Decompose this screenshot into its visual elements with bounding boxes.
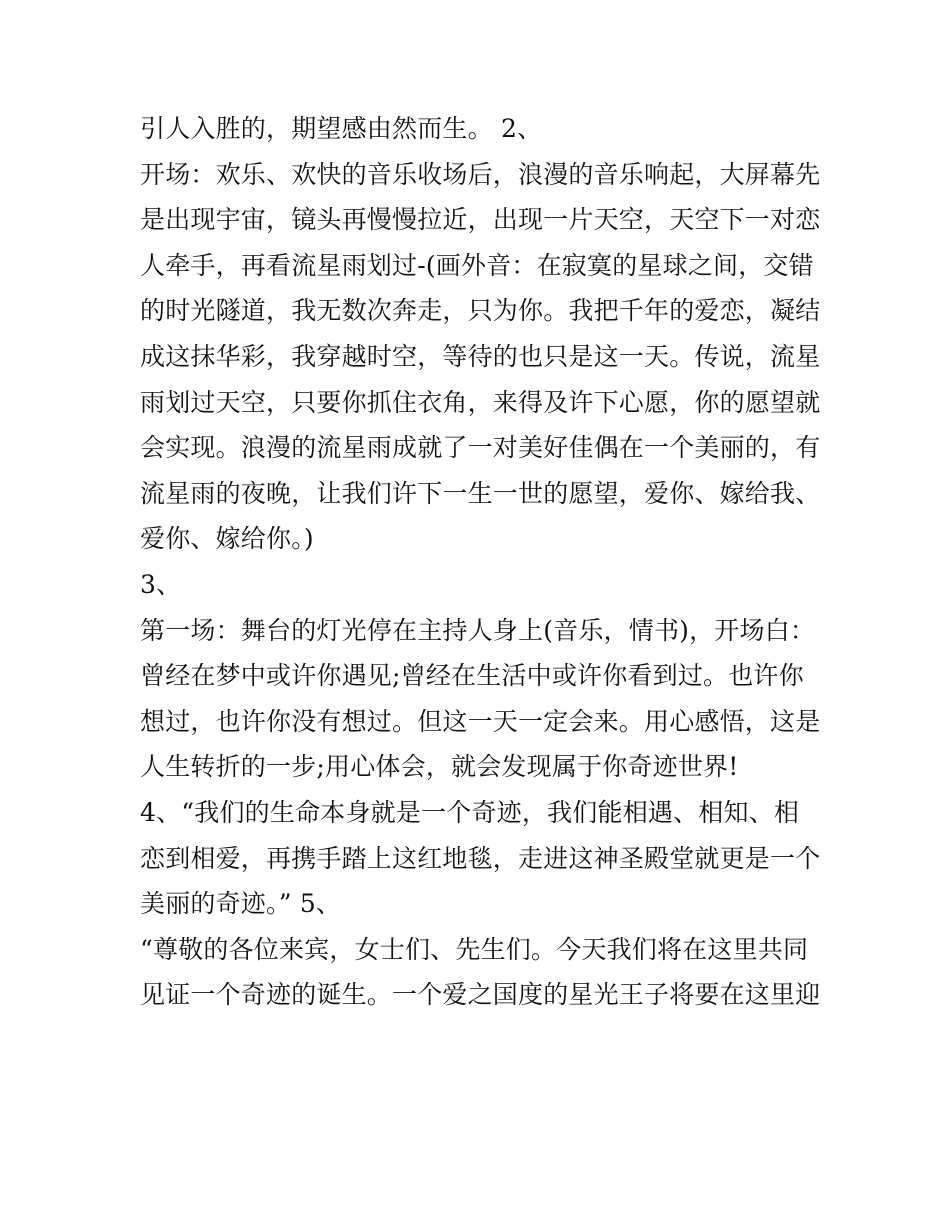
text-line: 3、 xyxy=(140,569,182,599)
text-line: 是出现宇宙，镜头再慢慢拉近，出现一片天空，天空下一对恋 xyxy=(140,205,821,235)
document-body xyxy=(140,106,820,1018)
text-line: 人生转折的一步;用心体会，就会发现属于你奇迹世界! xyxy=(140,752,739,782)
text-line: 成这抹华彩，我穿越时空，等待的也只是这一天。传说，流星 xyxy=(140,341,821,371)
text-line: 恋到相爱，再携手踏上这红地毯，走进这神圣殿堂就更是一个 xyxy=(140,843,821,873)
text-line: 的时光隧道，我无数次奔走，只为你。我把千年的爱恋，凝结 xyxy=(140,296,821,326)
text-line: 开场：欢乐、欢快的音乐收场后，浪漫的音乐响起，大屏幕先 xyxy=(140,159,821,189)
text-line: 引人入胜的，期望感由然而生。 2、 xyxy=(140,114,543,143)
text-line: 雨划过天空，只要你抓住衣角，来得及许下心愿，你的愿望就 xyxy=(140,387,821,417)
text-line: 第一场：舞台的灯光停在主持人身上(音乐，情书)，开场白： xyxy=(140,615,816,645)
text-line: 曾经在梦中或许你遇见;曾经在生活中或许你看到过。也许你 xyxy=(140,661,804,691)
text-line: 会实现。浪漫的流星雨成就了一对美好佳偶在一个美丽的，有 xyxy=(140,433,821,463)
text-line: 4、“我们的生命本身就是一个奇迹，我们能相遇、相知、相 xyxy=(140,797,800,827)
text-line: 美丽的奇迹。” 5、 xyxy=(140,889,342,919)
text-line: 人牵手，再看流星雨划过-(画外音：在寂寞的星球之间，交错 xyxy=(140,250,814,280)
text-line: “尊敬的各位来宾，女士们、先生们。今天我们将在这里共同 xyxy=(140,934,809,964)
text-line: 爱你、嫁给你。) xyxy=(140,524,314,554)
text-line: 流星雨的夜晚，让我们许下一生一世的愿望，爱你、嫁给我、 xyxy=(140,478,821,508)
text-line: 见证一个奇迹的诞生。一个爱之国度的星光王子将要在这里迎 xyxy=(140,980,821,1010)
text-line: 想过，也许你没有想过。但这一天一定会来。用心感悟，这是 xyxy=(140,706,821,736)
